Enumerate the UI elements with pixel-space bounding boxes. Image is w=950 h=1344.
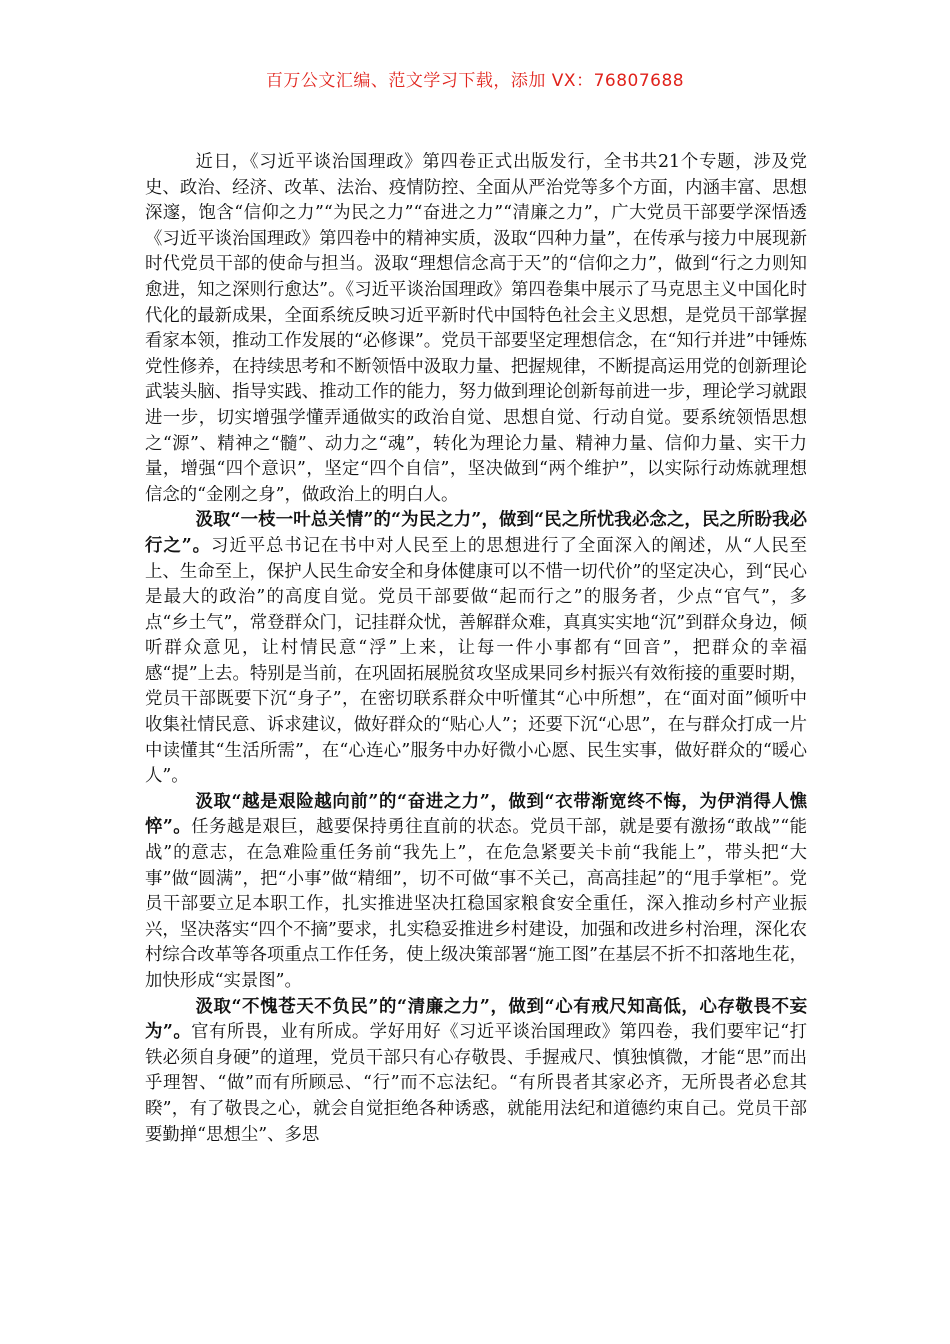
paragraph-1-body: 近日，《习近平谈治国理政》第四卷正式出版发行，全书共21个专题，涉及党史、政治、经济、改革、法治、疫情防控、全面从严治党等多个方面，内涵丰富、思想深邃，饱含“信仰之力”“为民之力”“奋进之力”“清廉之力”，广大党员干部要学深悟透《习近平谈治国理政》第四卷中的精神实质，汲取“四种力量”，在传承与接力中展现新时代党员干部的使命与担当。汲取“理想信念高于天”的“信仰之力”，做到“行之力则知愈进，知之深则行愈达”。《习近平谈治国理政》第四卷集中展示了马克思主义中国化时代化的最新成果，全面系统反映习近平新时代中国特色社会主义思想，是党员干部掌握看家本领，推动工作发展的“必修课”。党员干部要坚定理想信念，在“知行并进”中锤炼党性修养，在持续思考和不断领悟中汲取力量、把握规律，不断提高运用党的创新理论武装头脑、指导实践、推动工作的能力，努力做到理论创新每前进一步，理论学习就跟进一步，切实增强学懂弄通做实的政治自觉、思想自觉、行动自觉。要系统领悟思想之“源”、精神之“髓”、动力之“魂”，转化为理论力量、精神力量、信仰力量、实干力量，增强“四个意识”，坚定“四个自信”，坚决做到“两个维护”，以实际行动炼就理想信念的“金刚之身”，做政治上的明白人。 <box>145 152 807 505</box>
paragraph-4 <box>145 995 807 1149</box>
document-body <box>145 150 807 1148</box>
paragraph-3 <box>145 790 807 995</box>
paragraph-3-lead: 汲取“越是艰险越向前”的“奋进之力”，做到“衣带渐宽终不悔，为伊消得人憔悴”。 <box>145 791 807 838</box>
paragraph-4-lead: 汲取“不愧苍天不负民”的“清廉之力”，做到“心有戒尺知高低，心存敬畏不妄为”。 <box>145 996 807 1043</box>
paragraph-3-body: 任务越是艰巨，越要保持勇往直前的状态。党员干部，就是要有激扬“敢战”“能战”的意志，在急难险重任务前“我先上”，在危急紧要关卡前“我能上”，带头把“大事”做“圆满”，把“小事”做“精细”，切不可做“事不关己，高高挂起”的“甩手掌柜”。党员干部要立足本职工作，扎实推进坚决扛稳国家粮食安全重任，深入推动乡村产业振兴，坚决落实“四个不摘”要求，扎实稳妥推进乡村建设，加强和改进乡村治理，深化农村综合改革等各项重点工作任务，使上级决策部署“施工图”在基层不折不扣落地生花，加快形成“实景图”。 <box>145 817 807 991</box>
paragraph-4-body: 官有所畏，业有所成。学好用好《习近平谈治国理政》第四卷，我们要牢记“打铁必须自身硬”的道理，党员干部只有心存敬畏、手握戒尺、慎独慎微，才能“思”而出乎理智、“做”而有所顾忌、“行”而不忘法纪。“有所畏者其家必齐，无所畏者必怠其睽”，有了敬畏之心，就会自觉拒绝各种诱惑，就能用法纪和道德约束自己。党员干部要勤掸“思想尘”、多思 <box>145 1022 807 1145</box>
paragraph-2 <box>145 508 807 790</box>
paragraph-2-body: 习近平总书记在书中对人民至上的思想进行了全面深入的阐述，从“人民至上、生命至上，保护人民生命安全和身体健康可以不惜一切代价”的坚定决心，到“民心是最大的政治”的高度自觉。党员干部要做“起而行之”的服务者，少点“官气”，多点“乡土气”，常登群众门，记挂群众忧，善解群众难，真真实实地“沉”到群众身边，倾听群众意见，让村情民意“浮”上来，让每一件小事都有“回音”，把群众的幸福感“提”上去。特别是当前，在巩固拓展脱贫攻坚成果同乡村振兴有效衔接的重要时期，党员干部既要下沉“身子”，在密切联系群众中听懂其“心中所想”，在“面对面”倾听中收集社情民意、诉求建议，做好群众的“贴心人”；还要下沉“心思”，在与群众打成一片中读懂其“生活所需”，在“心连心”服务中办好微小心愿、民生实事，做好群众的“暖心人”。 <box>145 535 807 787</box>
paragraph-1 <box>145 150 807 508</box>
header-watermark: 百万公文汇编、范文学习下载，添加 VX：76807688 <box>265 71 685 91</box>
paragraph-2-lead: 汲取“一枝一叶总关情”的“为民之力”，做到“民之所忧我必念之，民之所盼我必行之”。 <box>145 510 807 556</box>
